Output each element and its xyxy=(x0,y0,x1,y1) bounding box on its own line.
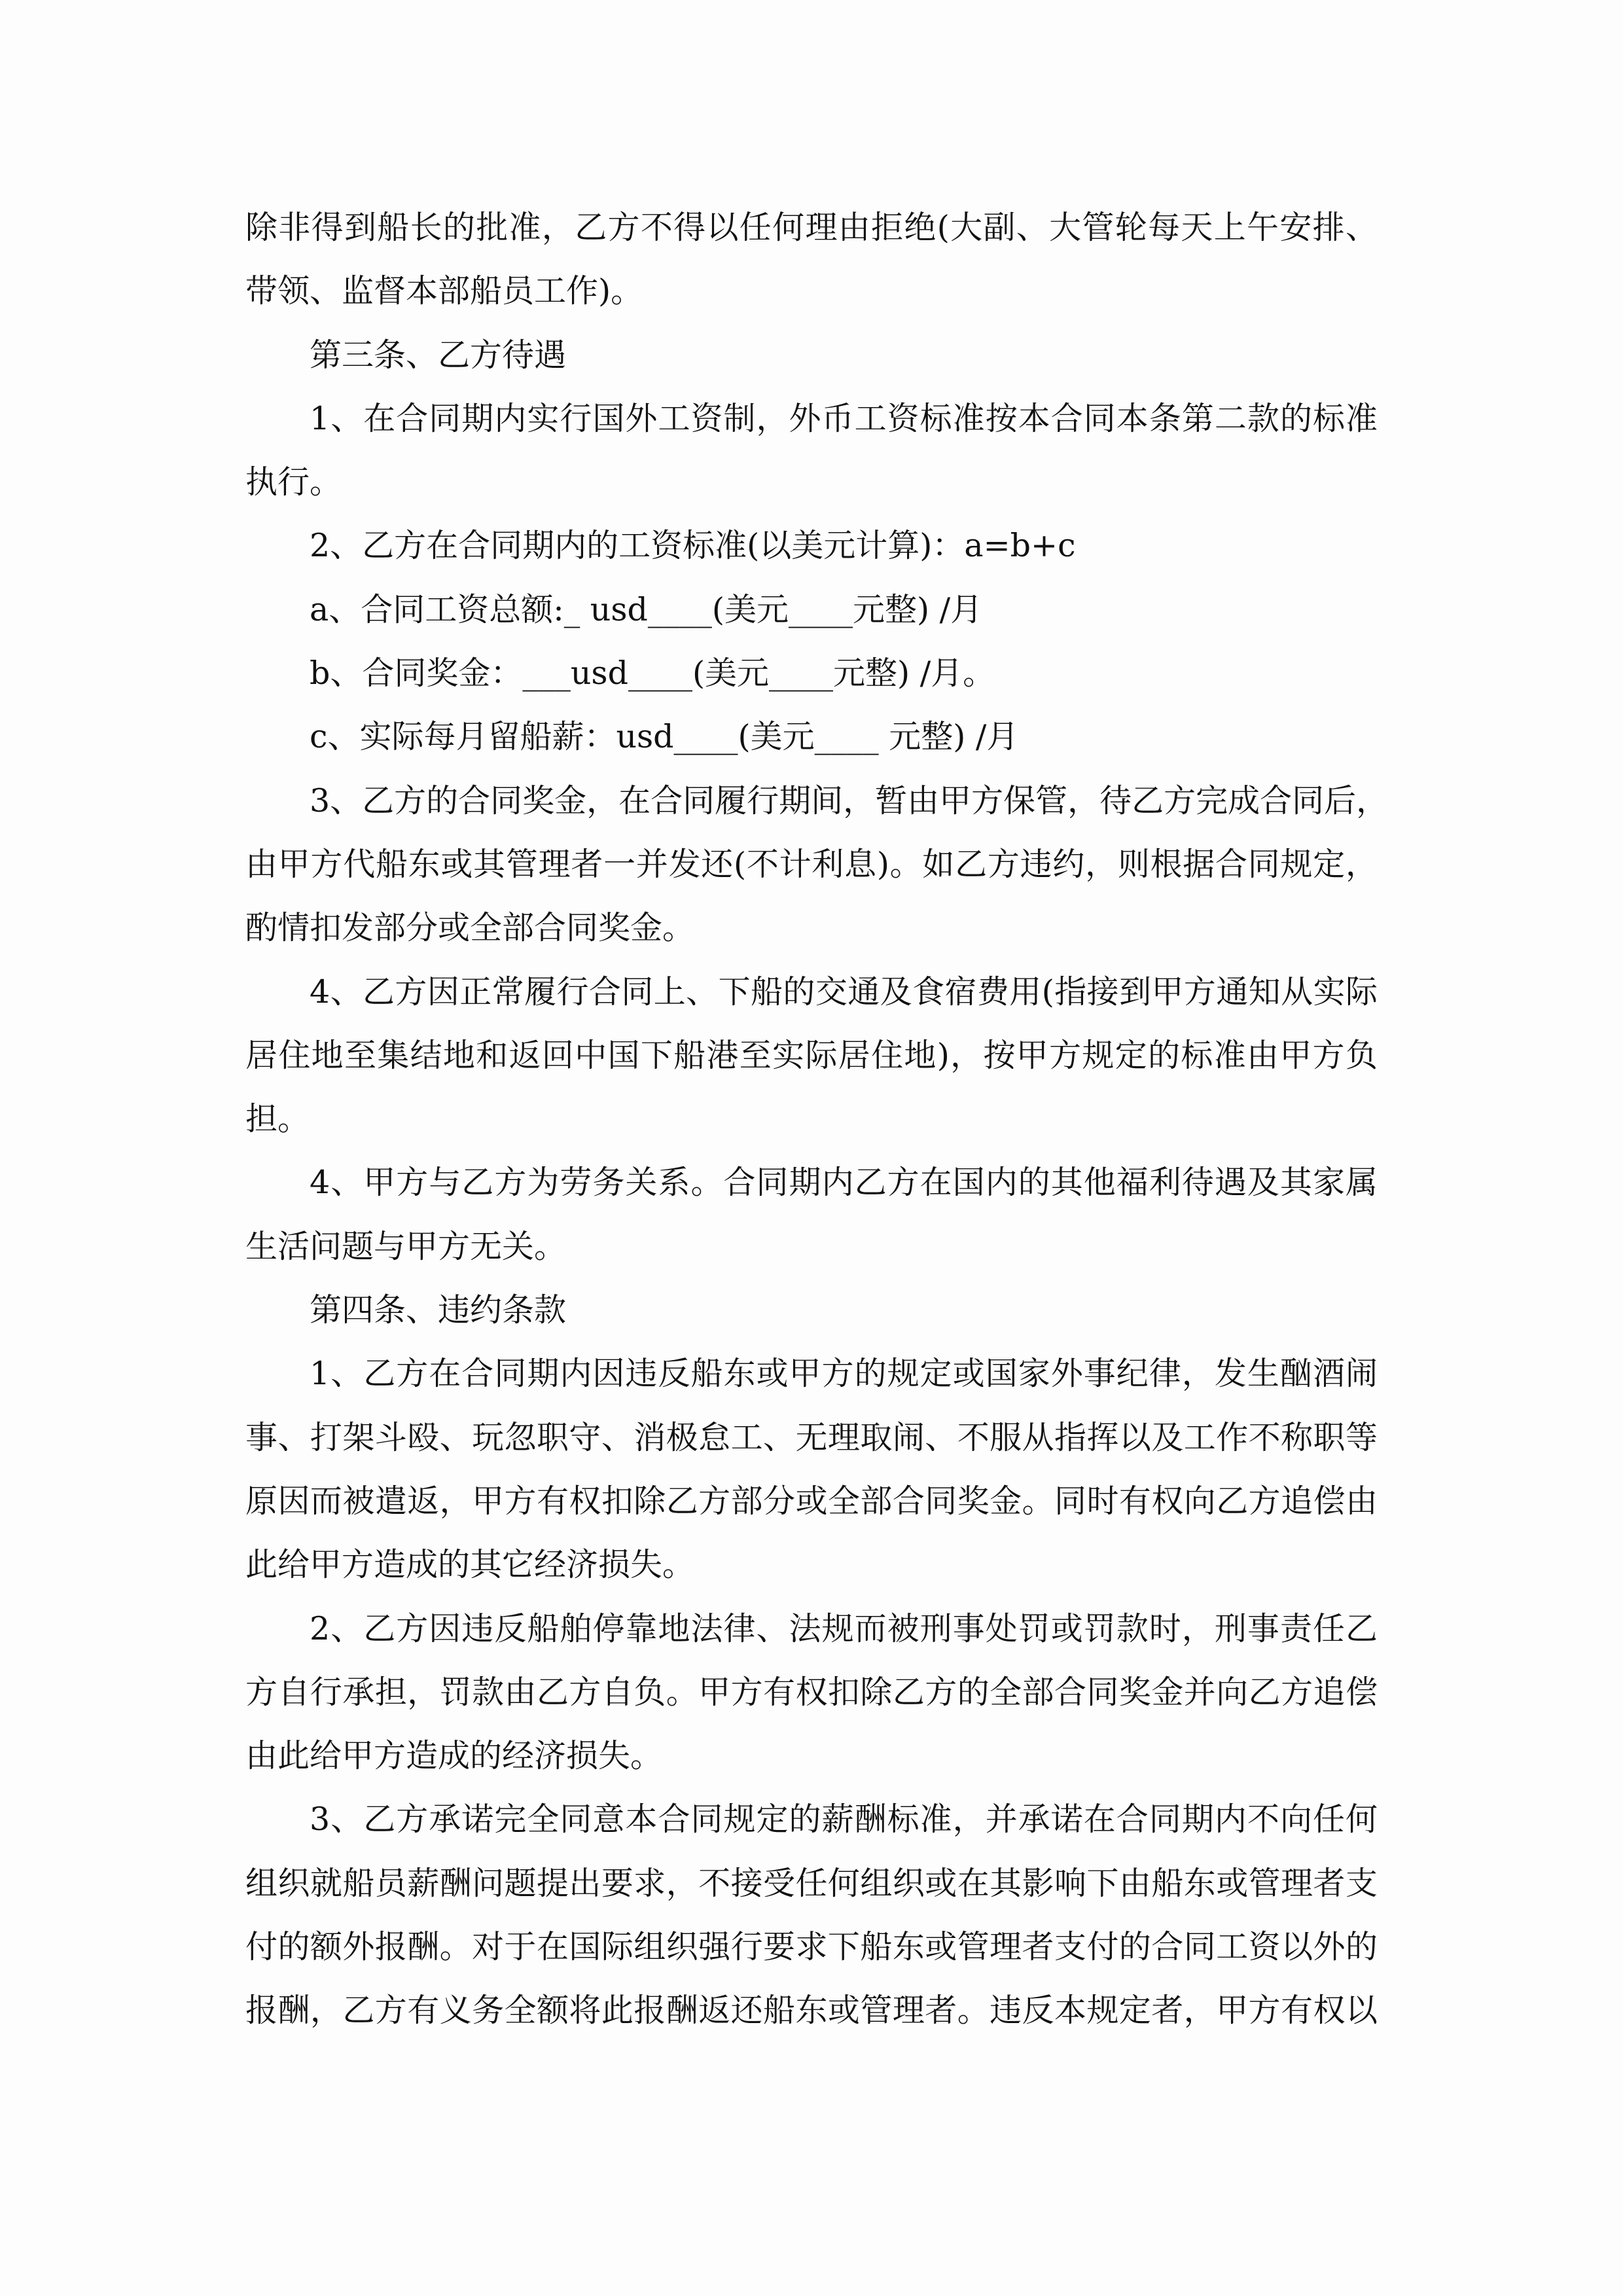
clause-3-2-c xyxy=(245,717,1378,781)
text-line: 原因而被遣返，甲方有权扣除乙方部分或全部合同奖金。同时有权向乙方追偿由 xyxy=(245,1482,1378,1520)
article-3-heading xyxy=(245,336,1378,399)
text-line: 组织就船员薪酬问题提出要求，不接受任何组织或在其影响下由船东或管理者支 xyxy=(245,1864,1378,1902)
text-line: 生活问题与甲方无关。 xyxy=(245,1227,567,1265)
text-line: 由甲方代船东或其管理者一并发还(不计利息)。如乙方违约，则根据合同规定， xyxy=(245,845,1378,883)
clause-3-2-a xyxy=(245,590,1378,654)
text-line: 3、乙方承诺完全同意本合同规定的薪酬标准，并承诺在合同期内不向任何 xyxy=(310,1801,1378,1839)
clause-4-3 xyxy=(245,1800,1378,2054)
form-line-monthly-pay: c、实际每月留船薪：usd____(美元____ 元整) /月 xyxy=(310,718,1019,756)
text-line: 由此给甲方造成的经济损失。 xyxy=(245,1737,663,1775)
clause-3-2-b xyxy=(245,654,1378,717)
clause-3-3 xyxy=(245,781,1389,973)
text-line: 酌情扣发部分或全部合同奖金。 xyxy=(245,909,695,947)
section-heading: 第四条、违约条款 xyxy=(310,1291,567,1329)
section-heading: 第三条、乙方待遇 xyxy=(310,336,567,374)
text-line: 带领、监督本部船员工作)。 xyxy=(245,272,643,310)
text-line: 担。 xyxy=(245,1100,310,1138)
text-line: 4、乙方因正常履行合同上、下船的交通及食宿费用(指接到甲方通知从实际 xyxy=(310,973,1378,1011)
text-line: 1、在合同期内实行国外工资制，外币工资标准按本合同本条第二款的标准 xyxy=(310,399,1378,437)
text-line: 付的额外报酬。对于在国际组织强行要求下船东或管理者支付的合同工资以外的 xyxy=(245,1928,1378,1966)
form-line-total-wage: a、合同工资总额:_ usd____(美元____元整) /月 xyxy=(310,590,983,628)
clause-3-4-relationship xyxy=(245,1163,1378,1291)
document-body xyxy=(245,208,1389,2055)
clause-4-1 xyxy=(245,1354,1378,1609)
text-line: 执行。 xyxy=(245,463,342,501)
text-line: 2、乙方因违反船舶停靠地法律、法规而被刑事处罚或罚款时，刑事责任乙 xyxy=(310,1609,1378,1647)
text-line: 3、乙方的合同奖金，在合同履行期间，暂由甲方保管，待乙方完成合同后， xyxy=(310,781,1389,819)
clause-3-1 xyxy=(245,399,1378,527)
text-line: 4、甲方与乙方为劳务关系。合同期内乙方在国内的其他福利待遇及其家属 xyxy=(310,1164,1378,1202)
paragraph-continued xyxy=(245,208,1378,336)
article-4-heading xyxy=(245,1291,1378,1354)
clause-3-2 xyxy=(245,526,1378,590)
text-line: 事、打架斗殴、玩忽职守、消极怠工、无理取闹、不服从指挥以及工作不称职等 xyxy=(245,1418,1378,1456)
text-line: 1、乙方在合同期内因违反船东或甲方的规定或国家外事纪律，发生酗酒闹 xyxy=(310,1355,1378,1393)
clause-3-4-travel xyxy=(245,973,1378,1164)
text-line: 此给甲方造成的其它经济损失。 xyxy=(245,1546,695,1584)
text-line: 报酬，乙方有义务全额将此报酬返还船东或管理者。违反本规定者，甲方有权以 xyxy=(245,1992,1378,2030)
text-line: 居住地至集结地和返回中国下船港至实际居住地)，按甲方规定的标准由甲方负 xyxy=(245,1036,1378,1074)
clause-4-2 xyxy=(245,1609,1378,1801)
text-line: 2、乙方在合同期内的工资标准(以美元计算)：a=b+c xyxy=(310,527,1076,565)
form-line-bonus: b、合同奖金：___usd____(美元____元整) /月。 xyxy=(310,655,995,692)
text-line: 除非得到船长的批准，乙方不得以任何理由拒绝(大副、大管轮每天上午安排、 xyxy=(245,209,1378,246)
text-line: 方自行承担，罚款由乙方自负。甲方有权扣除乙方的全部合同奖金并向乙方追偿 xyxy=(245,1673,1378,1711)
